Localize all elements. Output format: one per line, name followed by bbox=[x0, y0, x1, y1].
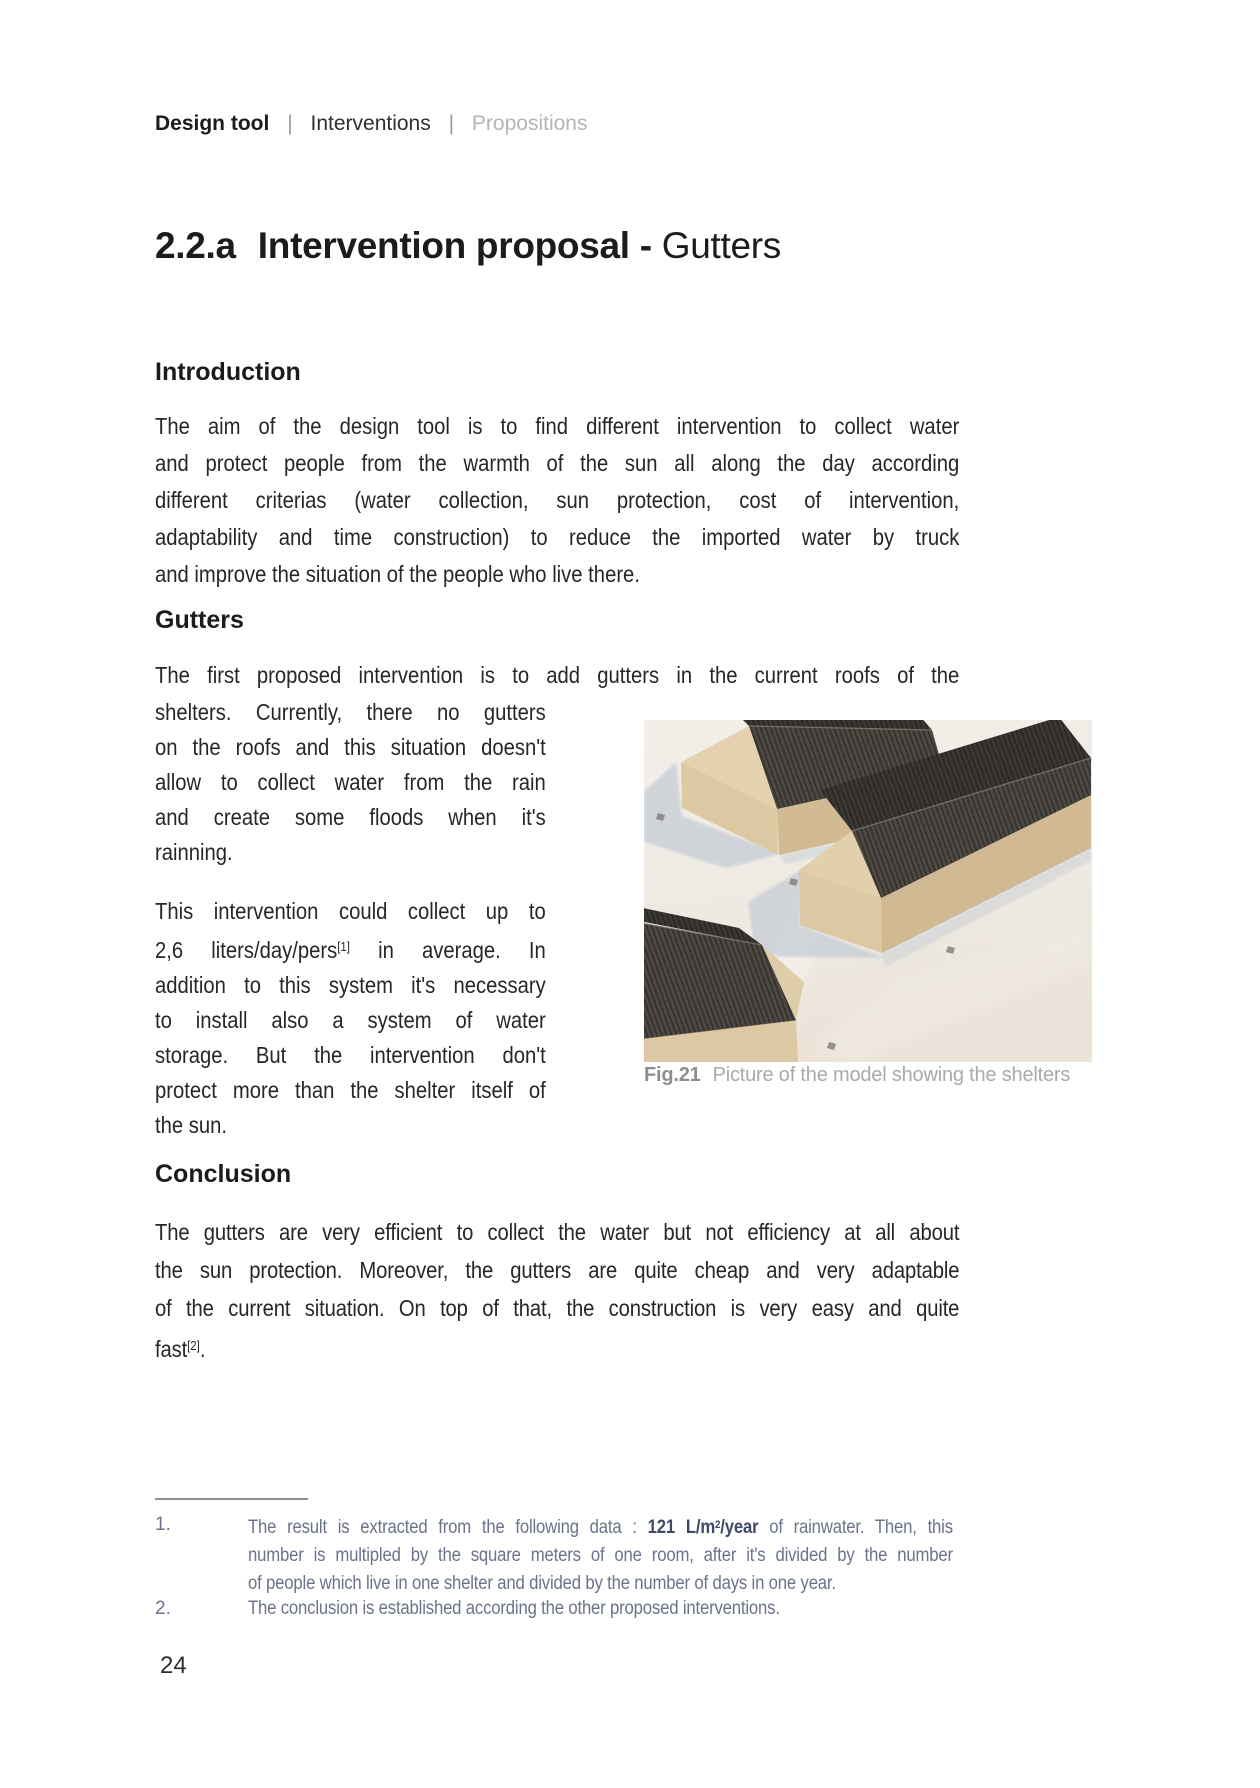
text-line: The first proposed intervention is to add gutters in the current roofs of the bbox=[155, 662, 960, 688]
breadcrumb-item-propositions: Propositions bbox=[471, 112, 588, 135]
text-line: the sun protection. Moreover, the gutters are quite cheap and very adaptable bbox=[155, 1257, 960, 1283]
breadcrumb bbox=[155, 112, 587, 136]
footnote-divider bbox=[155, 1498, 308, 1500]
text-segment: in average. In bbox=[349, 937, 546, 963]
text-line: on the roofs and this situation doesn't bbox=[155, 734, 546, 760]
superscript: 2 bbox=[715, 1519, 721, 1531]
text-line: shelters. Currently, there no gutters bbox=[155, 699, 546, 725]
text-line: the sun. bbox=[155, 1112, 228, 1138]
title-subject: Gutters bbox=[661, 225, 781, 266]
model-photo-image bbox=[644, 720, 1092, 1062]
text-line: of people which live in one shelter and divided by the number of days in one year. bbox=[248, 1573, 836, 1594]
gutters-paragraph-2 bbox=[155, 894, 546, 1143]
conclusion-paragraph bbox=[155, 1213, 959, 1368]
breadcrumb-separator: | bbox=[287, 112, 293, 135]
text-line: different criterias (water collection, sun protection, cost of intervention, bbox=[155, 487, 960, 513]
text-line bbox=[155, 929, 546, 968]
text-segment: fast bbox=[155, 1336, 188, 1362]
footnote-text: The conclusion is established according the other proposed interventions. bbox=[248, 1598, 780, 1619]
footnote-text bbox=[248, 1511, 953, 1598]
heading-gutters: Gutters bbox=[155, 606, 244, 634]
text-segment: /year bbox=[720, 1517, 759, 1538]
footnote-ref-2: [2] bbox=[187, 1338, 200, 1353]
text-line: storage. But the intervention don't bbox=[155, 1042, 546, 1068]
text-line: and create some floods when it's bbox=[155, 804, 546, 830]
figure-caption bbox=[644, 1064, 1104, 1087]
breadcrumb-item-design-tool: Design tool bbox=[155, 112, 270, 135]
text-segment: . bbox=[199, 1336, 206, 1362]
footnote-number: 2. bbox=[155, 1598, 171, 1619]
text-line bbox=[248, 1511, 953, 1542]
figure-caption-label: Fig.21 bbox=[644, 1064, 701, 1086]
text-line: addition to this system it's necessary bbox=[155, 972, 546, 998]
text-line: The aim of the design tool is to find different intervention to collect water bbox=[155, 413, 960, 439]
text-line: The gutters are very efficient to collect the water but not efficiency at all about bbox=[155, 1219, 960, 1245]
text-segment: 2,6 liters/day/pers bbox=[155, 937, 338, 963]
figure-caption-text: Picture of the model showing the shelters bbox=[712, 1064, 1071, 1086]
text-line: and protect people from the warmth of the sun all along the day according bbox=[155, 450, 960, 476]
text-segment: 121 L/m bbox=[647, 1517, 716, 1538]
data-highlight bbox=[648, 1517, 759, 1538]
gutters-first-line bbox=[155, 657, 959, 693]
intro-paragraph bbox=[155, 408, 959, 593]
text-line: and improve the situation of the people who live there. bbox=[155, 561, 640, 587]
footnote-ref-1: [1] bbox=[337, 939, 350, 954]
text-segment: The result is extracted from the following data : bbox=[248, 1517, 648, 1538]
gutters-left-column bbox=[155, 695, 546, 1143]
title-number: 2.2.a bbox=[155, 225, 236, 266]
heading-introduction: Introduction bbox=[155, 358, 301, 386]
page-title bbox=[155, 225, 781, 267]
text-line: of the current situation. On top of that, the construction is very easy and quite bbox=[155, 1295, 960, 1321]
title-main: Intervention proposal - bbox=[257, 225, 652, 266]
text-line: to install also a system of water bbox=[155, 1007, 546, 1033]
text-line: rainning. bbox=[155, 839, 233, 865]
text-segment: of rainwater. Then, this bbox=[758, 1517, 953, 1538]
text-line: protect more than the shelter itself of bbox=[155, 1077, 546, 1103]
text-line: allow to collect water from the rain bbox=[155, 769, 546, 795]
figure-model-photo bbox=[644, 720, 1092, 1086]
footnote-number: 1. bbox=[155, 1514, 171, 1535]
text-line: number is multipled by the square meters of one room, after it's divided by the number bbox=[248, 1545, 953, 1566]
page-number: 24 bbox=[160, 1652, 187, 1679]
gutters-paragraph-1 bbox=[155, 695, 546, 870]
text-line: adaptability and time construction) to reduce the imported water by truck bbox=[155, 524, 960, 550]
breadcrumb-separator: | bbox=[448, 112, 455, 135]
text-line bbox=[155, 1327, 959, 1368]
heading-conclusion: Conclusion bbox=[155, 1160, 292, 1188]
breadcrumb-item-interventions: Interventions bbox=[310, 112, 431, 135]
text-line: This intervention could collect up to bbox=[155, 898, 546, 924]
